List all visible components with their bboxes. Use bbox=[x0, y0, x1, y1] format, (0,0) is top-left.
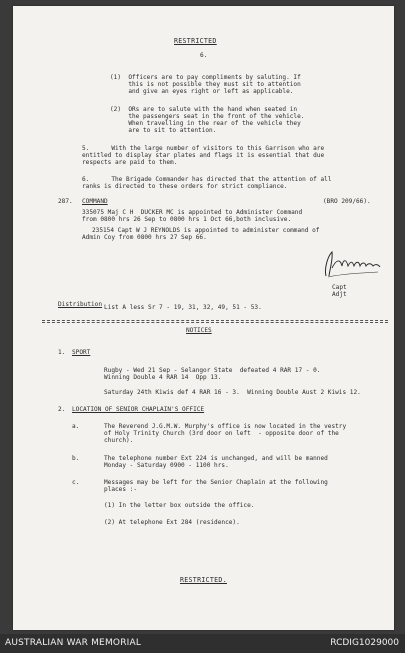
section-2-number: 2. bbox=[58, 406, 66, 413]
item-a-label: a. bbox=[72, 423, 80, 430]
separator-line-2 bbox=[42, 322, 388, 323]
sport-line-2: Winning Double 4 RAR 14 Opp 13. bbox=[104, 374, 222, 381]
distribution-text: List A less Sr 7 - 19, 31, 32, 49, 51 - 53. bbox=[104, 304, 262, 311]
para-5-line-3: respects are paid to them. bbox=[82, 159, 178, 166]
item-a-line-2: of Holy Trinity Church (3rd door on left - opposite door of the bbox=[104, 430, 339, 437]
restricted-header: RESTRICTED bbox=[174, 37, 217, 45]
item-c-2: (2) At telephone Ext 284 (residence). bbox=[104, 519, 240, 526]
command-line-2: from 0800 hrs 26 Sep to 0800 hrs 1 Oct 66,both inclusive. bbox=[82, 216, 292, 223]
para-5-line-1: 5. With the large number of visitors to this Garrison who are bbox=[82, 145, 325, 152]
command-heading: COMMAND bbox=[82, 198, 108, 205]
para-2-line-1: (2) ORs are to salute with the hand when seated in bbox=[110, 106, 298, 113]
section-1-title: SPORT bbox=[72, 349, 91, 356]
para-2-line-2: the passengers seat in the front of the vehicle. bbox=[110, 113, 305, 120]
command-ref: (BRO 209/66). bbox=[323, 198, 371, 205]
item-c-1: (1) In the letter box outside the office. bbox=[104, 502, 255, 509]
item-c-line-2: places :- bbox=[104, 486, 138, 493]
notices-heading: NOTICES bbox=[186, 327, 212, 334]
sport-line-1: Rugby - Wed 21 Sep - Selangor State defeated 4 RAR 17 - 0. bbox=[104, 367, 321, 374]
command-line-4: Admin Coy from 0800 hrs 27 Sep 66. bbox=[82, 234, 207, 241]
sport-line-3: Saturday 24th Kiwis def 4 RAR 16 - 3. Winning Double Aust 2 Kiwis 12. bbox=[104, 389, 361, 396]
signatory-rank: Capt bbox=[332, 284, 347, 291]
restricted-footer: RESTRICTED. bbox=[180, 576, 227, 584]
distribution-label: Distribution bbox=[58, 301, 103, 308]
para-1-line-1: (1) Officers are to pay compliments by saluting. If bbox=[110, 74, 301, 81]
item-c-line-1: Messages may be left for the Senior Chaplain at the following bbox=[104, 479, 328, 486]
separator-line bbox=[42, 320, 388, 321]
section-2-title: LOCATION OF SENIOR CHAPLAIN'S OFFICE bbox=[72, 406, 205, 413]
item-c-label: c. bbox=[72, 479, 80, 486]
item-a-line-1: The Reverend J.G.M.W. Murphy's office is now located in the vestry bbox=[104, 423, 347, 430]
document-page bbox=[13, 6, 394, 630]
archive-footer-bar bbox=[0, 634, 405, 653]
archive-name: AUSTRALIAN WAR MEMORIAL bbox=[5, 638, 142, 648]
item-b-label: b. bbox=[72, 455, 80, 462]
item-b-line-2: Monday - Saturday 0900 - 1100 hrs. bbox=[104, 462, 229, 469]
page-number: 6. bbox=[200, 52, 208, 59]
item-a-line-3: church). bbox=[104, 437, 134, 444]
para-1-line-2: this is not possible they must sit to attention bbox=[110, 81, 301, 88]
command-line-1: 335075 Maj C H DUCKER MC is appointed to Administer Command bbox=[82, 209, 303, 216]
para-6-line-2: ranks is directed to these orders for strict compliance. bbox=[82, 183, 288, 190]
signatory-appointment: Adjt bbox=[332, 291, 347, 298]
handwritten-signature bbox=[318, 246, 388, 282]
item-b-line-1: The telephone number Ext 224 is unchanged, and will be manned bbox=[104, 455, 328, 462]
archive-reference: RCDIG1029000 bbox=[330, 638, 399, 648]
order-number: 287. bbox=[58, 198, 73, 205]
para-5-line-2: entitled to display star plates and flags it is essential that due bbox=[82, 152, 325, 159]
command-line-3: 235154 Capt W J REYNOLDS is appointed to administer command of bbox=[92, 227, 320, 234]
para-6-line-1: 6. The Brigade Commander has directed that the attention of all bbox=[82, 176, 332, 183]
para-2-line-3: When travelling in the rear of the vehicle they bbox=[110, 120, 301, 127]
para-1-line-3: and give an eyes right or left as applicable. bbox=[110, 88, 294, 95]
para-2-line-4: are to sit to attention. bbox=[110, 127, 217, 134]
section-1-number: 1. bbox=[58, 349, 66, 356]
